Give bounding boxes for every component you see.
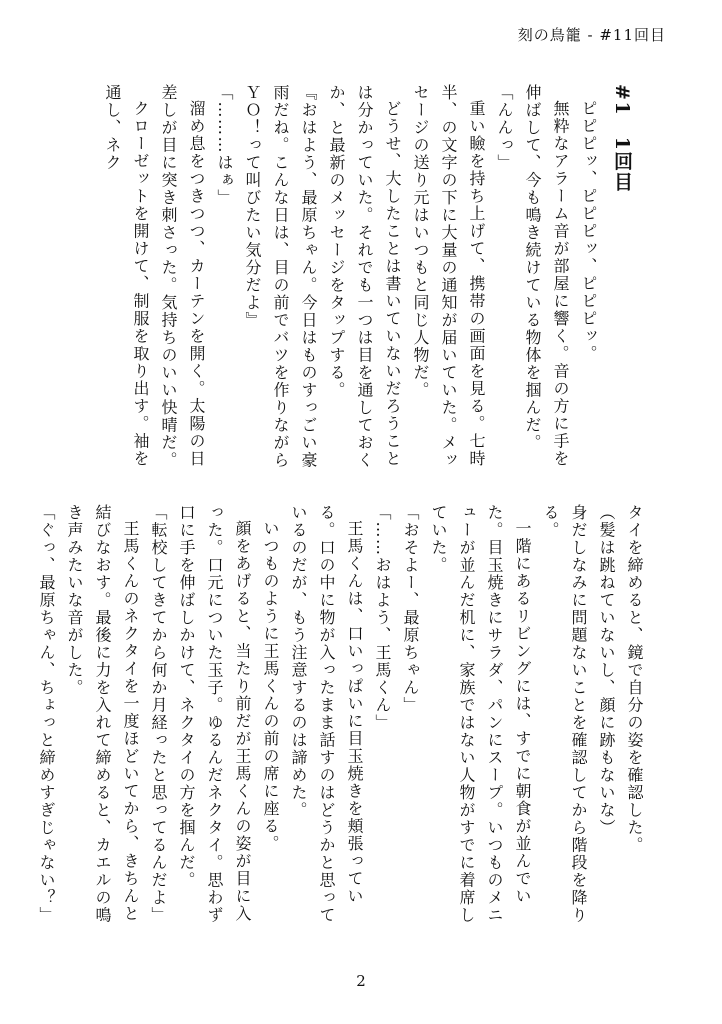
paragraph: いつものように王馬くんの前の席に座る。 [261, 520, 280, 853]
paragraph: タイを締めると、鏡で自分の姿を確認した。 [625, 504, 644, 854]
paragraph: 溜め息をつきつつ、カーテンを開く。太陽の日差しが目に突き刺さった。気持ちのいい快晴だ。 [159, 84, 206, 469]
paragraph: 王馬くんのネクタイを一度ほどいてから、きちんと結びなおす。最後に力を入れて締めると、カエルの鳴き声みたいな音がした。 [65, 504, 140, 924]
paragraph: 「ぐっ、最原ちゃん、ちょっと締めすぎじゃない？」 [37, 504, 56, 924]
running-header: 刻の鳥籠 - #11回目 [517, 26, 666, 44]
paragraph: 無粋なアラーム音が部屋に響く。音の方に手を伸ばして、今も鳴き続けている物体を掴んだ。 [523, 84, 570, 468]
paragraph: クローゼットを開けて、制服を取り出す。袖を通し、ネク [103, 84, 150, 468]
paragraph: ピピピッ、ピピピッ、ピピピッ。 [579, 100, 598, 363]
paragraph: 身だしなみに問題ないことを確認してから階段を降りる。 [541, 504, 588, 924]
paragraph: 「転校してきてから何か月経ったと思ってるんだよ」 [149, 504, 168, 924]
paragraph: 「……おはよう、王馬くん」 [373, 504, 392, 732]
text-block-upper [86, 84, 648, 484]
paragraph: 重い瞼を持ち上げて、携帯の画面を見る。七時半、の文字の下に大量の通知が届いていた。メッセージの送り元はいつもと同じ人物だ。 [411, 84, 486, 469]
page-number: 2 [356, 972, 366, 990]
paragraph: 王馬くんは、口いっぱいに目玉焼きを頬張っている。口の中に物が入ったまま話すのはどうかと思っているのだが、もう注意するのは諦めた。 [289, 504, 364, 924]
paragraph: 「んんっ」 [495, 84, 514, 172]
paragraph: 「………はぁ」 [215, 84, 234, 207]
paragraph: 一階にあるリビングには、すでに朝食が並んでいた。目玉焼きにサラダ、パンにスープ。いつものメニューが並んだ机に、家族ではない人物がすでに着席していた。 [429, 504, 532, 924]
text-block-lower [37, 504, 648, 936]
paragraph: 顔をあげると、当たり前だが王馬くんの姿が目に入った。口元についた玉子。ゆるんだネクタイ。思わず口に手を伸ばしかけて、ネクタイの方を掴んだ。 [177, 504, 252, 924]
paragraph: 「おそよー、最原ちゃん」 [401, 504, 420, 714]
paragraph: 『おはよう、最原ちゃん。今日はものすっごい豪雨だね。こんな日は、目の前でバツを作りながらＹＯ！って叫びたい気分だよ』 [243, 84, 318, 469]
chapter-title: #1 1回目 [611, 84, 633, 193]
paragraph: どうせ、大したことは書いていないだろうことは分かっていた。それでも一つは目を通しておくか、と最新のメッセージをタップする。 [327, 84, 402, 469]
paragraph: （髪は跳ねていないし、顔に跡もないな） [597, 504, 616, 837]
